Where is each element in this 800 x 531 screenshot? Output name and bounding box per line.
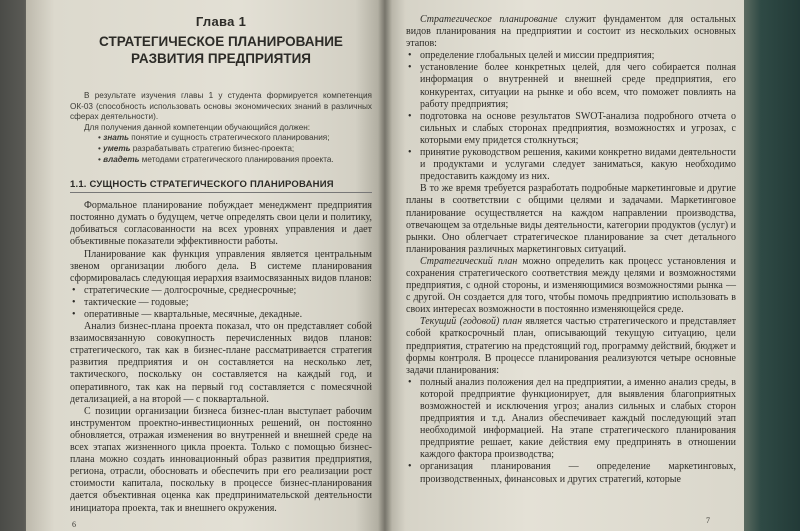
term-italic: Текущий (годовой) план [420,316,523,328]
list-item: • оперативные — квартальные, месячные, декадные. [70,309,372,321]
chapter-title [70,33,372,67]
term-italic: Стратегическое планирование [420,14,558,25]
paragraph [406,316,736,376]
paragraph: В то же время требуется разработать подробные маркетинговые и другие планы в соответствии с общими целями и задачами. Маркетинговое планирование осуществляется на каждом направлении производства, отвечающем за отдельные виды деятельности, категории продуктов (услуг) и рынки. Оно облегчает стратегическое планирование за счет детального планирования различных маркетинговых ситуаций. [406,183,736,255]
list-item: • стратегические — долгосрочные, среднесрочные; [70,285,372,297]
paragraph-text: можно определить как процесс установления и сохранения стратегического соответствия между целями и возможностями предприятия, с одной стороны, и изменяющимися возможностями рынка — с другой. Он создается для того, чтобы помочь предприятию использовать в своих интересах возможности в постоянно изменяющейся среде. [406,255,736,316]
plan-types-list [70,285,372,321]
competency-term: знать [103,133,129,143]
competency-text: понятие и сущность стратегического планирования; [128,133,330,143]
intro-competence: В результате изучения главы 1 у студента формируется компетенция ОК-03 (способность использовать основы экономических знаний в различных сферах деятельности). [70,91,372,122]
paragraph-text: служит фундаментом для остальных видов планирования на предприятии и состоит из нескольких основных этапов: [406,14,736,50]
list-item: • подготовка на основе результатов SWOT-анализа подробного отчета о сильных и слабых сторонах предприятия, возможностях и угрозах, с которыми ему придется столкнуться; [406,111,736,147]
list-item: • тактические — годовые; [70,297,372,309]
competency-term: владеть [103,154,140,164]
list-item: • организация планирования — определение маркетинговых, производственных, финансовых и других стратегий, которые [406,461,736,485]
list-item: • определение глобальных целей и миссии предприятия; [406,50,736,62]
competency-item [98,144,372,155]
paragraph [406,256,736,316]
list-item: • полный анализ положения дел на предприятии, а именно анализ среды, в которой предприятие функционирует, для выявления благоприятных возможностей и исключения угроз; анализ сильных и слабых сторон предприятия и т.д. Анализ обеспечивает каждый последующий этап необходимой информацией. На этапе стратегического планирования предприятие решает, какие действия ему предпринять в отношении каждого фактора производства; [406,377,736,462]
paragraph: Планирование как функция управления является центральным звеном организации любого дела. В системе планирования сформировалась следующая иерархия взаимосвязанных видов планов: [70,248,372,284]
paragraph: Формальное планирование побуждает менеджмент предприятия постоянно думать о будущем, четче определять свои цели и политику, добиваться согласованности на всех уровнях управления и дает объективные показатели эффективности работы. [70,200,372,248]
chapter-label: Глава 1 [195,14,247,29]
page-number: 7 [706,516,710,525]
tasks-list [406,377,736,486]
right-page [384,0,744,531]
competency-term: уметь [103,143,131,153]
competency-text: разрабатывать стратегию бизнес-проекта; [130,143,295,153]
stages-list [406,50,736,183]
list-item: • принятие руководством решения, какими конкретно видами деятельности и продуктами и услугами следует заниматься, какую необходимо предоставить каждому из них. [406,147,736,183]
chapter-title-line1: СТРАТЕГИЧЕСКОЕ ПЛАНИРОВАНИЕ [99,34,343,49]
paragraph: С позиции организации бизнеса бизнес-план выступает рабочим инструментом проектно-инвестиционных решений, он постоянно обновляется, отражая изменения во внутренней и внешней среде на всех этапах жизненного цикла проекта. Только с помощью бизнес-плана можно создать инновационный образ развития предприятия, региона, отрасли, обосновать и обеспечить при его реализации рост стоимости капитала, поскольку в процессе бизнес-планирования дается объективная оценка как предпринимательской деятельности инициатора проекта, так и внешнего окружения. [70,405,372,514]
competency-item [98,155,372,166]
chapter-title-line2: РАЗВИТИЯ ПРЕДПРИЯТИЯ [131,51,311,66]
paragraph: Анализ бизнес-плана проекта показал, что он представляет собой взаимосвязанную совокупность перечисленных видов планов: стратегического, так как в бизнес-плане рассматривается стратегия развития предприятия и он составляется на несколько лет, тактического, поскольку он составляется на каждый год, и оперативного, так как на первый год составляется с помесячной детализацией, а на второй — с поквартальной. [70,321,372,405]
list-item: • установление более конкретных целей, для чего собирается полная информация о внутренней и внешней среде предприятия, его конкурентах, ситуации на рынке и обо всем, что поможет повлиять на работу предприятия; [406,62,736,110]
book-cover-edge [744,0,800,531]
term-italic: Стратегический план [420,255,518,267]
competency-item [98,133,372,144]
competency-text: методами стратегического планирования проекта. [139,154,334,164]
intro-requirements: Для получения данной компетенции обучающийся должен: [84,122,311,132]
paragraph-text: является частью стратегического и представляет собой краткосрочный план, описывающий текущую ситуацию, цели предприятия, стратегию на предстоящий год, программу действий, бюджет и формы контроля. В процессе планирования реализуются четыре основные задачи планирования: [406,316,736,376]
paragraph [406,14,736,50]
book-gutter-shadow [378,0,392,531]
page-number: 6 [72,520,76,529]
competency-list [70,133,372,165]
left-page [26,0,384,531]
section-heading: 1.1. СУЩНОСТЬ СТРАТЕГИЧЕСКОГО ПЛАНИРОВАНИЯ [70,179,372,193]
